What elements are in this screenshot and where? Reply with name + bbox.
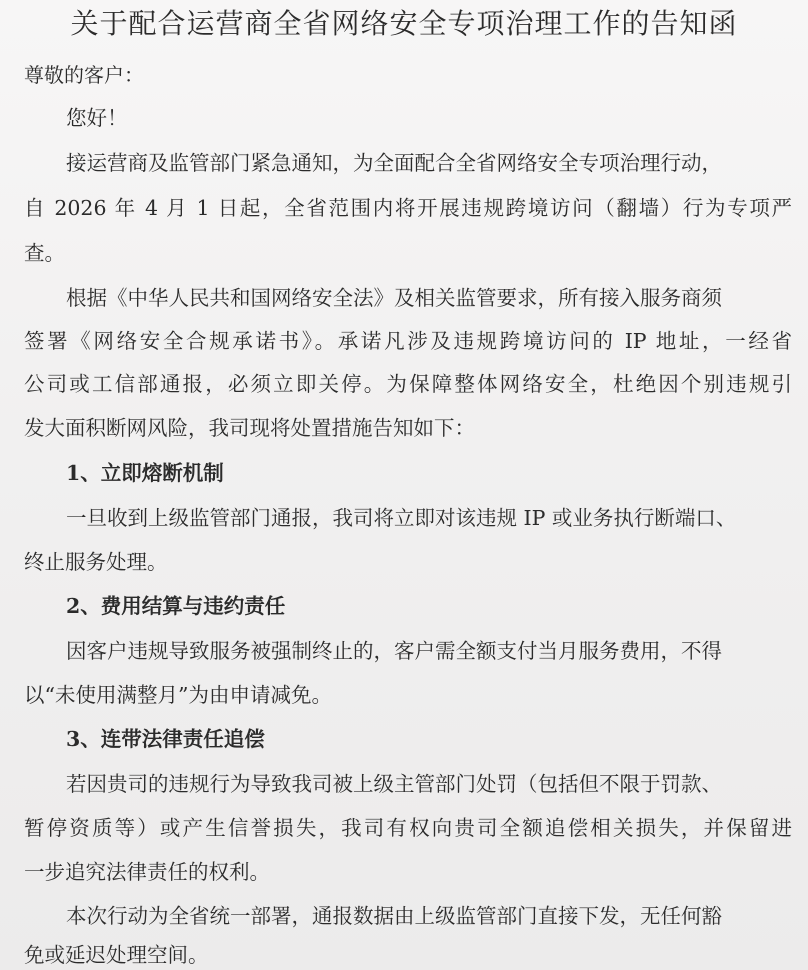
document-title: 关于配合运营商全省网络安全专项治理工作的告知函	[70, 7, 738, 40]
paragraph-1-line-3: 查。	[24, 241, 65, 265]
section-3-line-2: 暂停资质等）或产生信誉损失，我司有权向贵司全额追偿相关损失，并保留进	[24, 816, 792, 840]
paragraph-1-line-2: 自 2026 年 4 月 1 日起，全省范围内将开展违规跨境访问（翻墙）行为专项严	[24, 196, 792, 220]
section-2-line-2: 以“未使用满整月”为由申请减免。	[24, 683, 332, 707]
section-2-line-1: 因客户违规导致服务被强制终止的，客户需全额支付当月服务费用，不得	[66, 639, 722, 663]
paragraph-3-line-2: 免或延迟处理空间。	[24, 943, 209, 967]
paragraph-2-line-4: 发大面积断网风险，我司现将处置措施告知如下：	[24, 416, 475, 440]
paragraph-2-line-1: 根据《中华人民共和国网络安全法》及相关监管要求，所有接入服务商须	[66, 286, 722, 310]
section-3-heading: 3、连带法律责任追偿	[66, 727, 265, 751]
section-1-heading: 1、立即熔断机制	[66, 461, 224, 485]
section-3-line-1: 若因贵司的违规行为导致我司被上级主管部门处罚（包括但不限于罚款、	[66, 772, 722, 796]
paragraph-2-line-3: 公司或工信部通报，必须立即关停。为保障整体网络安全，杜绝因个别违规引	[24, 372, 792, 396]
section-1-line-2: 终止服务处理。	[24, 550, 168, 574]
section-1-line-1: 一旦收到上级监管部门通报，我司将立即对该违规 IP 或业务执行断端口、	[66, 506, 737, 530]
section-3-line-3: 一步追究法律责任的权利。	[24, 860, 270, 884]
greeting: 您好！	[66, 106, 128, 130]
salutation: 尊敬的客户：	[24, 63, 144, 87]
paragraph-1-line-1: 接运营商及监管部门紧急通知，为全面配合全省网络安全专项治理行动，	[66, 151, 722, 175]
section-2-heading: 2、费用结算与违约责任	[66, 594, 286, 618]
paragraph-3-line-1: 本次行动为全省统一部署，通报数据由上级监管部门直接下发，无任何豁	[66, 904, 722, 928]
paragraph-2-line-2: 签署《网络安全合规承诺书》。承诺凡涉及违规跨境访问的 IP 地址，一经省	[24, 329, 792, 353]
